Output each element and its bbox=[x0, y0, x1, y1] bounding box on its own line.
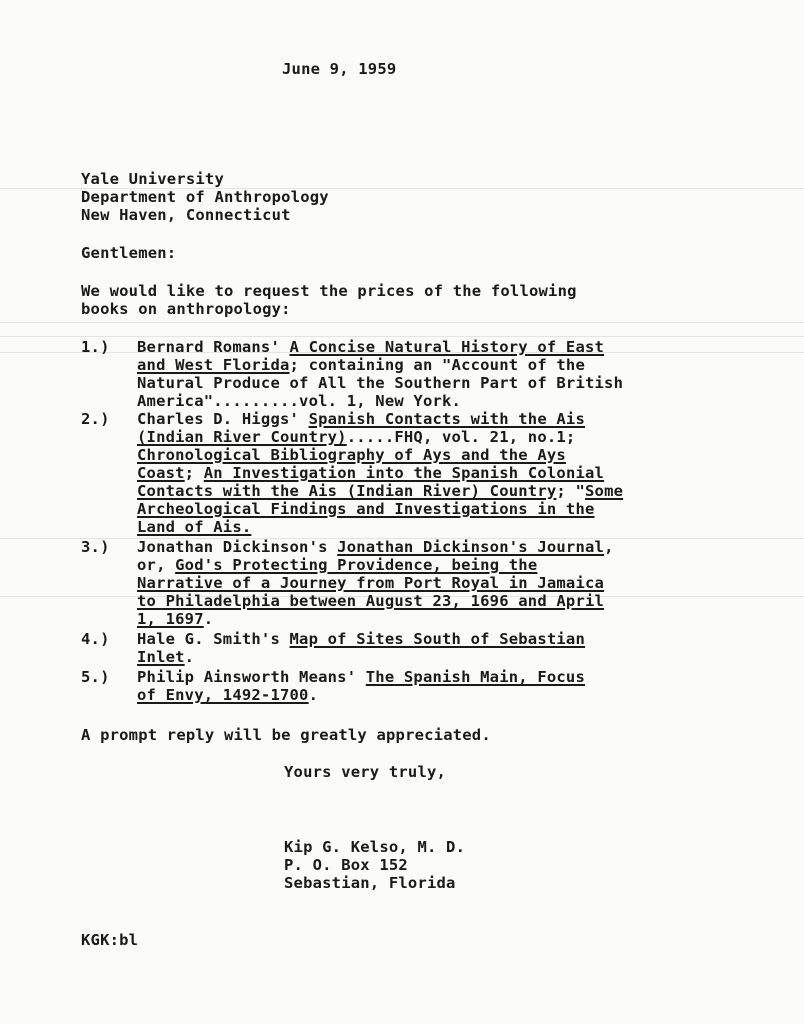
book-title: The Spanish Main, Focus bbox=[365, 668, 585, 686]
recipient-line: New Haven, Connecticut bbox=[81, 206, 291, 224]
item-line: America".........vol. 1, New York. bbox=[137, 392, 462, 410]
book-title: Spanish Contacts with the Ais bbox=[308, 410, 585, 428]
item-number: 3.) bbox=[81, 538, 110, 556]
signature-name: Kip G. Kelso, M. D. bbox=[284, 838, 466, 856]
item-text: ; bbox=[184, 464, 204, 482]
item-line bbox=[137, 687, 318, 704]
closing-sentence: A prompt reply will be greatly appreciated. bbox=[81, 726, 491, 744]
author-text: Charles D. Higgs' bbox=[137, 410, 309, 428]
intro-line: books on anthropology: bbox=[81, 300, 291, 318]
item-line bbox=[137, 669, 585, 686]
book-title: A Concise Natural History of East bbox=[289, 338, 605, 356]
item-number: 2.) bbox=[81, 410, 110, 428]
item-text: . bbox=[203, 610, 214, 628]
book-title: and West Florida bbox=[137, 356, 290, 374]
item-text: . bbox=[184, 648, 195, 666]
book-title: Land of Ais. bbox=[137, 518, 252, 536]
item-text: . bbox=[308, 686, 319, 704]
item-line bbox=[137, 649, 194, 666]
author-text: Hale G. Smith's bbox=[137, 630, 290, 648]
book-title: An Investigation into the Spanish Colonial bbox=[203, 464, 605, 482]
book-title: Contacts with the Ais (Indian River) Country bbox=[137, 482, 557, 500]
reference-initials: KGK:bl bbox=[81, 931, 139, 949]
letter-date: June 9, 1959 bbox=[282, 60, 397, 78]
book-title: to Philadelphia between August 23, 1696 and April bbox=[137, 592, 605, 610]
item-line bbox=[137, 557, 537, 574]
book-title: Coast bbox=[137, 464, 185, 482]
item-number: 5.) bbox=[81, 668, 110, 686]
book-title: of Envy, 1492-1700 bbox=[137, 686, 309, 704]
recipient-line: Department of Anthropology bbox=[81, 188, 329, 206]
recipient-line: Yale University bbox=[81, 170, 224, 188]
item-number: 1.) bbox=[81, 338, 110, 356]
complimentary-close: Yours very truly, bbox=[284, 763, 447, 781]
item-line bbox=[137, 465, 604, 482]
book-title: Narrative of a Journey from Port Royal in Jamaica bbox=[137, 574, 605, 592]
item-line bbox=[137, 611, 213, 628]
item-line bbox=[137, 539, 614, 556]
salutation: Gentlemen: bbox=[81, 244, 177, 262]
item-line bbox=[137, 411, 585, 428]
signature-city: Sebastian, Florida bbox=[284, 874, 456, 892]
signature-address: P. O. Box 152 bbox=[284, 856, 408, 874]
item-line bbox=[137, 483, 623, 500]
item-line bbox=[137, 429, 575, 446]
item-text: .....FHQ, vol. 21, no.1; bbox=[346, 428, 576, 446]
book-title: Some bbox=[585, 482, 624, 500]
item-line bbox=[137, 339, 604, 356]
book-title: 1, 1697 bbox=[137, 610, 204, 628]
item-text: ; containing an "Account of the bbox=[289, 356, 586, 374]
intro-line: We would like to request the prices of the following bbox=[81, 282, 577, 300]
item-line bbox=[137, 631, 585, 648]
author-text: Bernard Romans' bbox=[137, 338, 290, 356]
item-number: 4.) bbox=[81, 630, 110, 648]
book-title: (Indian River Country) bbox=[137, 428, 347, 446]
item-text: or, bbox=[137, 556, 176, 574]
item-line bbox=[137, 357, 585, 374]
book-title: Archeological Findings and Investigations in the bbox=[137, 500, 595, 518]
book-title: Inlet bbox=[137, 648, 185, 666]
book-title: Jonathan Dickinson's Journal bbox=[337, 538, 605, 556]
item-text: ; " bbox=[556, 482, 586, 500]
item-text: , bbox=[604, 538, 614, 556]
author-text: Philip Ainsworth Means' bbox=[137, 668, 366, 686]
book-title: God's Protecting Providence, being the bbox=[175, 556, 538, 574]
item-line: Natural Produce of All the Southern Part of British bbox=[137, 374, 624, 392]
author-text: Jonathan Dickinson's bbox=[137, 538, 338, 556]
book-title: Chronological Bibliography of Ays and the Ays bbox=[137, 446, 566, 464]
book-title: Map of Sites South of Sebastian bbox=[289, 630, 586, 648]
